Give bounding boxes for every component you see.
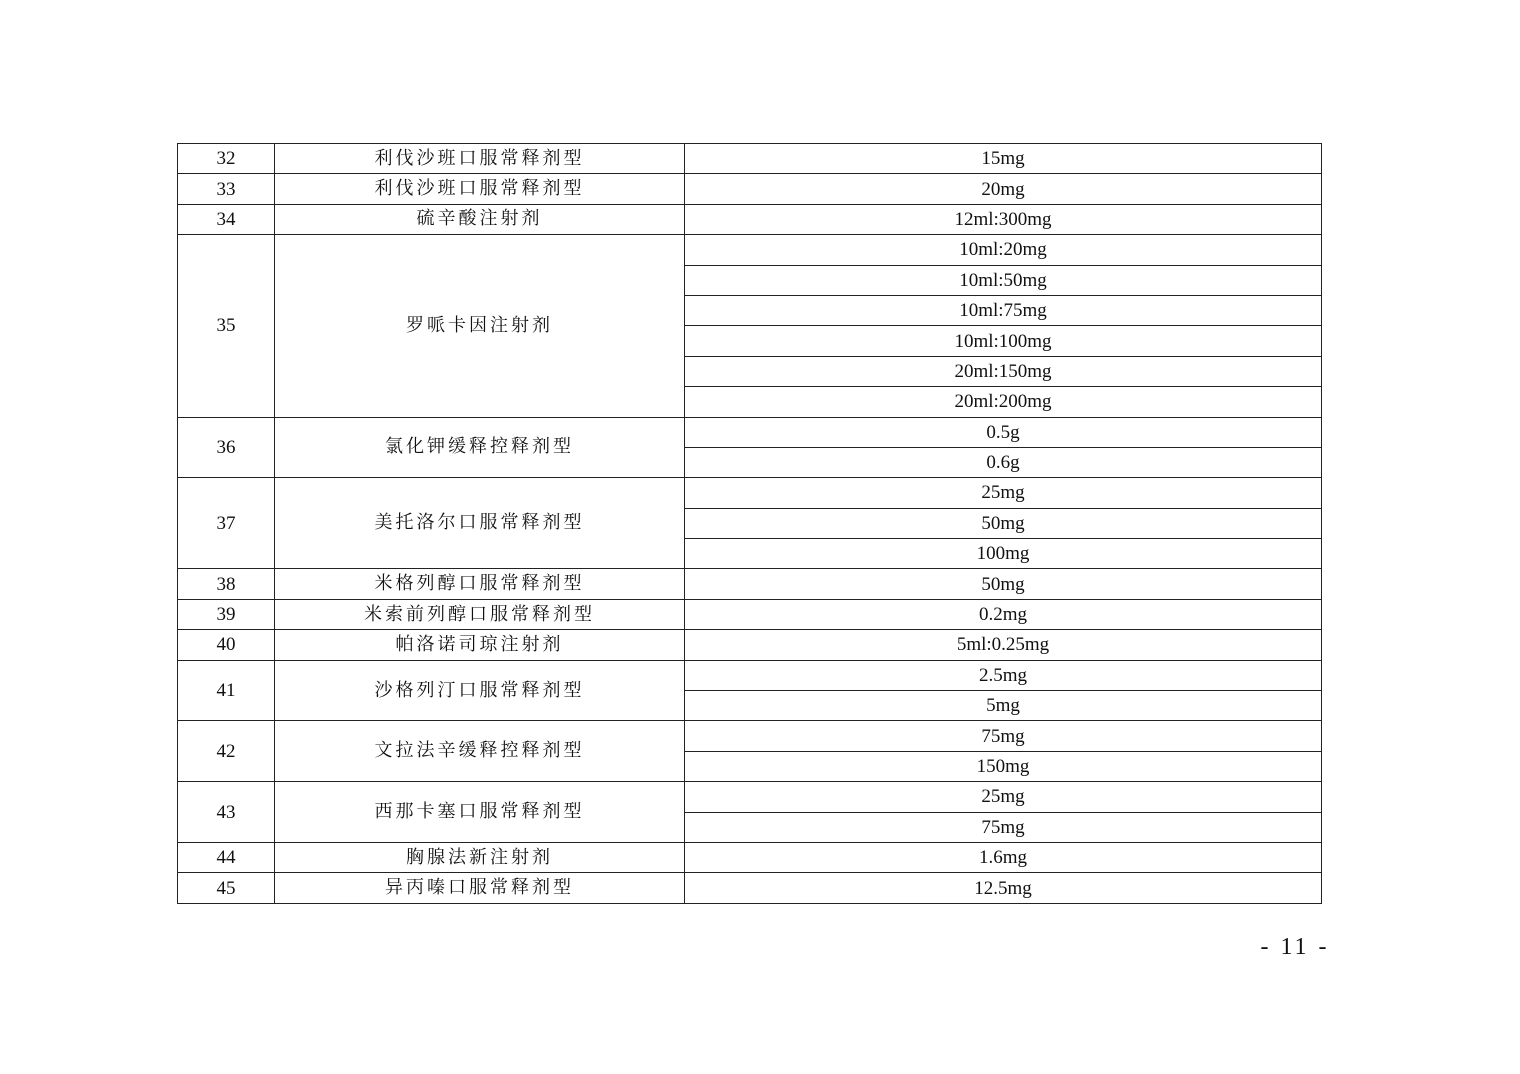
table-row	[178, 569, 1322, 599]
row-number-cell: 40	[178, 630, 275, 660]
specification-cell: 12.5mg	[685, 873, 1322, 903]
page-number: - 11 -	[1260, 934, 1330, 960]
drug-name-cell: 米格列醇口服常释剂型	[275, 569, 685, 599]
table-row	[178, 721, 1322, 751]
specification-cell: 15mg	[685, 144, 1322, 174]
row-number-cell: 43	[178, 782, 275, 843]
specification-cell: 25mg	[685, 782, 1322, 812]
row-number-cell: 39	[178, 599, 275, 629]
row-number-cell: 35	[178, 235, 275, 417]
row-number-cell: 45	[178, 873, 275, 903]
table-row	[178, 599, 1322, 629]
specification-cell: 25mg	[685, 478, 1322, 508]
specification-cell: 50mg	[685, 508, 1322, 538]
drug-name-cell: 文拉法辛缓释控释剂型	[275, 721, 685, 782]
drug-spec-table	[177, 143, 1322, 904]
table-row	[178, 660, 1322, 690]
table-row	[178, 417, 1322, 447]
table-row	[178, 630, 1322, 660]
table-body	[178, 144, 1322, 904]
specification-cell: 150mg	[685, 751, 1322, 781]
specification-cell: 100mg	[685, 539, 1322, 569]
specification-cell: 10ml:50mg	[685, 265, 1322, 295]
row-number-cell: 33	[178, 174, 275, 204]
drug-name-cell: 沙格列汀口服常释剂型	[275, 660, 685, 721]
row-number-cell: 34	[178, 204, 275, 234]
drug-name-cell: 利伐沙班口服常释剂型	[275, 144, 685, 174]
drug-name-cell: 胸腺法新注射剂	[275, 842, 685, 872]
table-row	[178, 174, 1322, 204]
drug-name-cell: 利伐沙班口服常释剂型	[275, 174, 685, 204]
table-row	[178, 782, 1322, 812]
table-row	[178, 478, 1322, 508]
drug-name-cell: 异丙嗪口服常释剂型	[275, 873, 685, 903]
specification-cell: 10ml:75mg	[685, 295, 1322, 325]
specification-cell: 0.2mg	[685, 599, 1322, 629]
table-row	[178, 204, 1322, 234]
specification-cell: 75mg	[685, 812, 1322, 842]
specification-cell: 10ml:100mg	[685, 326, 1322, 356]
specification-cell: 20mg	[685, 174, 1322, 204]
table-row	[178, 842, 1322, 872]
row-number-cell: 41	[178, 660, 275, 721]
table-row	[178, 235, 1322, 265]
row-number-cell: 36	[178, 417, 275, 478]
table-row	[178, 873, 1322, 903]
drug-name-cell: 帕洛诺司琼注射剂	[275, 630, 685, 660]
specification-cell: 0.6g	[685, 447, 1322, 477]
specification-cell: 12ml:300mg	[685, 204, 1322, 234]
specification-cell: 5mg	[685, 691, 1322, 721]
specification-cell: 20ml:200mg	[685, 387, 1322, 417]
row-number-cell: 37	[178, 478, 275, 569]
specification-cell: 50mg	[685, 569, 1322, 599]
row-number-cell: 38	[178, 569, 275, 599]
drug-name-cell: 西那卡塞口服常释剂型	[275, 782, 685, 843]
specification-cell: 10ml:20mg	[685, 235, 1322, 265]
drug-name-cell: 美托洛尔口服常释剂型	[275, 478, 685, 569]
specification-cell: 20ml:150mg	[685, 356, 1322, 386]
specification-cell: 75mg	[685, 721, 1322, 751]
specification-cell: 2.5mg	[685, 660, 1322, 690]
specification-cell: 1.6mg	[685, 842, 1322, 872]
table-row	[178, 144, 1322, 174]
row-number-cell: 42	[178, 721, 275, 782]
drug-name-cell: 氯化钾缓释控释剂型	[275, 417, 685, 478]
specification-cell: 0.5g	[685, 417, 1322, 447]
drug-name-cell: 硫辛酸注射剂	[275, 204, 685, 234]
row-number-cell: 44	[178, 842, 275, 872]
drug-name-cell: 罗哌卡因注射剂	[275, 235, 685, 417]
drug-name-cell: 米索前列醇口服常释剂型	[275, 599, 685, 629]
specification-cell: 5ml:0.25mg	[685, 630, 1322, 660]
row-number-cell: 32	[178, 144, 275, 174]
